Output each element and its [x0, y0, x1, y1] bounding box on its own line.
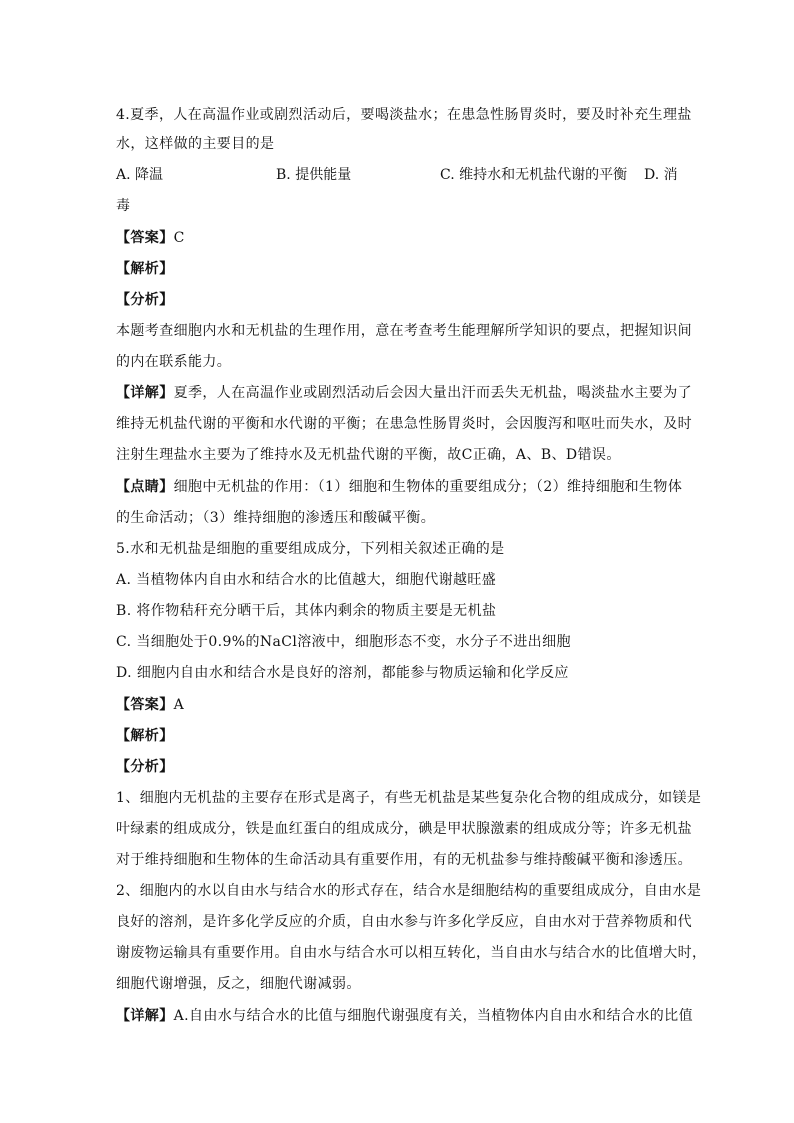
q5-point1-line-3: 对于维持细胞和生物体的生命活动具有重要作用，有的无机盐参与维持酸碱平衡和渗透压。 [116, 852, 692, 868]
q4-option-c: C. 维持水和无机盐代谢的平衡 [440, 167, 628, 183]
q4-stem-line-1: 4.夏季，人在高温作业或剧烈活动后，要喝淡盐水；在患急性肠胃炎时，要及时补充生理盐 [116, 107, 692, 123]
answer-tag: 【答案】 [116, 230, 174, 246]
detail-tag: 【详解】 [116, 385, 174, 401]
q4-option-b: B. 提供能量 [276, 167, 352, 183]
detail-tag: 【详解】 [116, 1008, 174, 1024]
q5-option-a: A. 当植物体内自由水和结合水的比值越大，细胞代谢越旺盛 [116, 572, 497, 588]
q4-fenxi-tag: 【分析】 [116, 292, 174, 308]
q5-stem: 5.水和无机盐是细胞的重要组成成分，下列相关叙述正确的是 [116, 541, 505, 557]
q4-stem-line-2: 水，这样做的主要目的是 [116, 136, 275, 152]
q5-fenxi-tag: 【分析】 [116, 759, 174, 775]
q4-option-a: A. 降温 [116, 167, 164, 183]
detail-text: 夏季，人在高温作业或剧烈活动后会因大量出汗而丢失无机盐，喝淡盐水主要为了 [173, 385, 693, 401]
q5-point2-line-1: 2、细胞内的水以自由水与结合水的形式存在，结合水是细胞结构的重要组成成分，自由水是 [116, 883, 702, 899]
q4-point-line-1 [116, 477, 682, 497]
q4-point-line-2: 的生命活动；（3）维持细胞的渗透压和酸碱平衡。 [116, 510, 436, 526]
q5-point1-line-2: 叶绿素的组成成分，铁是血红蛋白的组成成分，碘是甲状腺激素的组成成分等；许多无机盐 [116, 821, 692, 837]
answer-value: A [173, 697, 185, 713]
q5-point2-line-4: 细胞代谢增强，反之，细胞代谢减弱。 [116, 976, 361, 992]
point-text: 细胞中无机盐的作用：（1）细胞和生物体的重要组成分；（2）维持细胞和生物体 [173, 479, 683, 495]
q5-detail-line-1 [116, 1006, 693, 1026]
q5-point2-line-3: 谢废物运输具有重要作用。自由水与结合水可以相互转化，当自由水与结合水的比值增大时， [116, 945, 707, 961]
q4-detail-line-3: 注射生理盐水主要为了维持水及无机盐代谢的平衡，故C正确，A、B、D错误。 [116, 447, 621, 463]
q4-option-d: D. 消 [644, 167, 678, 183]
q5-point2-line-2: 良好的溶剂，是许多化学反应的介质，自由水参与许多化学反应，自由水对于营养物质和代 [116, 914, 692, 930]
q4-option-d-continued: 毒 [116, 198, 131, 214]
q4-detail-line-1 [116, 383, 692, 403]
q4-answer [116, 228, 185, 248]
q4-detail-line-2: 维持无机盐代谢的平衡和水代谢的平衡；在患急性肠胃炎时，会因腹泻和呕吐而失水，及时 [116, 416, 692, 432]
q4-fenxi-line-2: 的内在联系能力。 [116, 354, 232, 370]
q5-option-d: D. 细胞内自由水和结合水是良好的溶剂，都能参与物质运输和化学反应 [116, 665, 569, 681]
q5-point1-line-1: 1、细胞内无机盐的主要存在形式是离子，有些无机盐是某些复杂化合物的组成成分，如镁是 [116, 790, 702, 806]
q4-analysis-tag: 【解析】 [116, 261, 174, 277]
q4-fenxi-line-1: 本题考查细胞内水和无机盐的生理作用，意在考查考生能理解所学知识的要点，把握知识间 [116, 323, 692, 339]
q5-analysis-tag: 【解析】 [116, 728, 174, 744]
q5-option-b: B. 将作物秸秆充分晒干后，其体内剩余的物质主要是无机盐 [116, 603, 497, 619]
q5-option-c: C. 当细胞处于0.9%的NaCl溶液中，细胞形态不变，水分子不进出细胞 [116, 634, 571, 650]
point-tag: 【点睛】 [116, 479, 174, 495]
q5-answer [116, 695, 184, 715]
answer-value: C [173, 230, 185, 246]
answer-tag: 【答案】 [116, 697, 174, 713]
detail-text: A.自由水与结合水的比值与细胞代谢强度有关，当植物体内自由水和结合水的比值 [173, 1008, 693, 1024]
